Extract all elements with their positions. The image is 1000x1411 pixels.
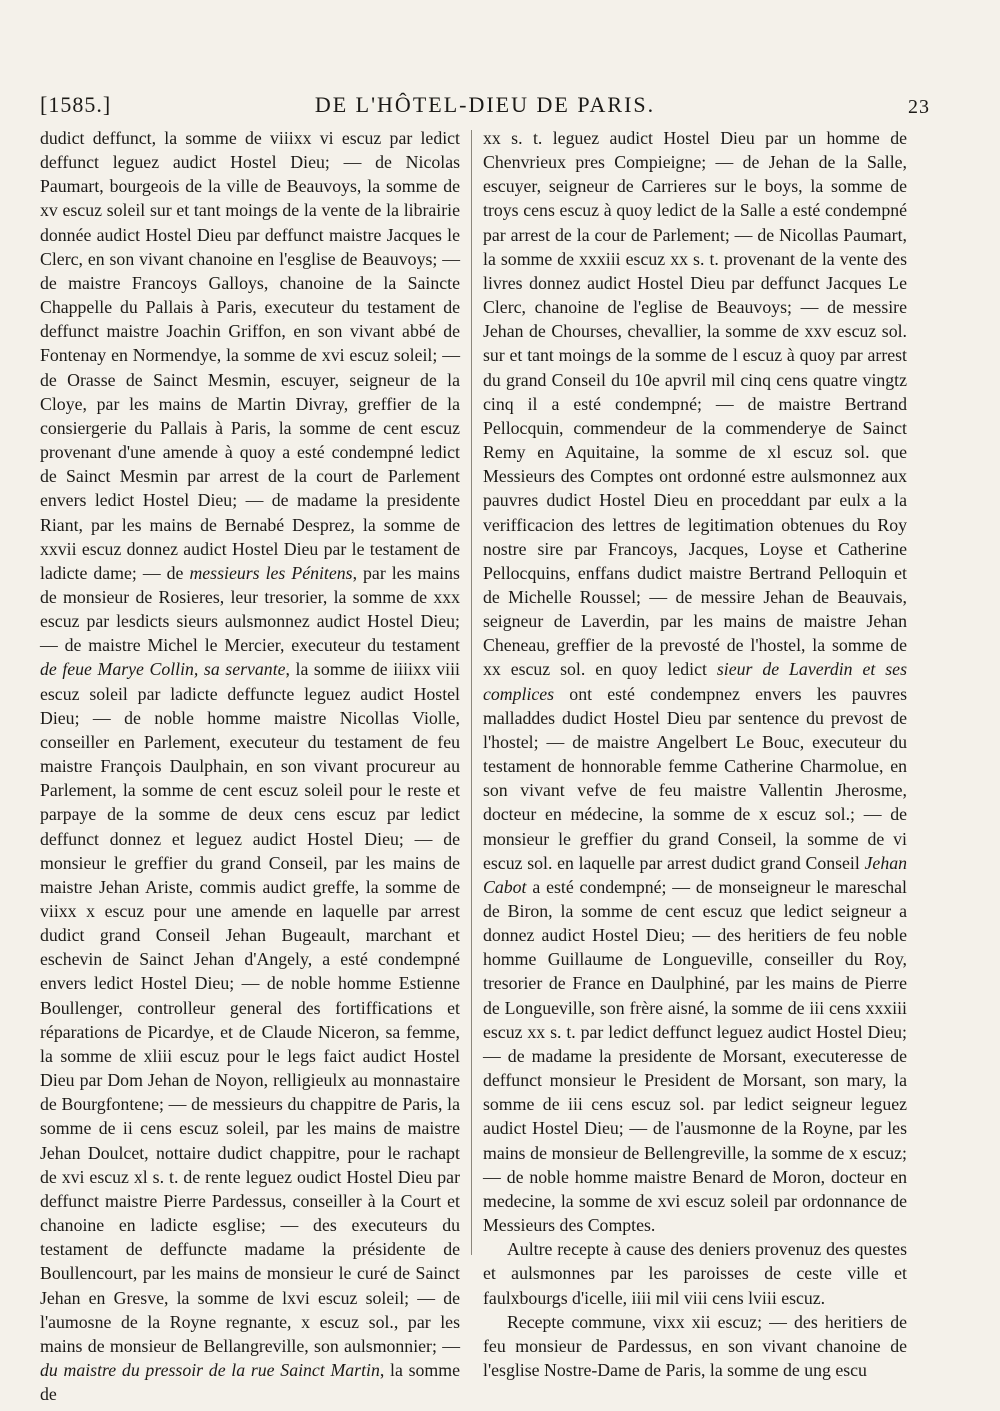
right-paragraph-2: Aultre recepte à cause des deniers provenuz des questes et aulsmonnes par les paroisses de ceste ville et faulxbourgs d'icelle, iiii mil viii cens lviii escuz. (483, 1239, 907, 1308)
italic-run: messieurs les Pénitens (189, 562, 353, 583)
left-column (40, 126, 460, 1406)
text-run: ont esté condempnez envers les pauvres malladdes dudict Hostel Dieu par sentence du prevost de l'hostel; — de maistre Angelbert Le Bouc, executeur du testament de honnorable femme Catherine Charmolue, en son vivant vefve de feu maistre Vallentin Jherosme, docteur en médecine, la somme de x escuz sol.; — de monsieur le greffier du grand Conseil, la somme de vi escuz sol. en laquelle par arrest dudict grand Conseil (483, 683, 907, 873)
column-divider (471, 130, 472, 1255)
italic-run: du maistre du pressoir de la rue Sainct Martin (40, 1359, 380, 1380)
running-header (40, 88, 930, 122)
right-paragraph (483, 126, 907, 1237)
text-run: , la somme de (40, 1359, 460, 1405)
text-run: , par les mains de monsieur de Rosieres, leur tresorier, la somme de xxx escuz par lesdicts sieurs aulsmonnez audict Hostel Dieu; — de maistre Michel le Mercier, executeur du testament (40, 562, 460, 656)
right-column (483, 126, 907, 1382)
year-marker: [1585.] (40, 92, 112, 117)
italic-run: Jehan Cabot (483, 852, 907, 897)
text-run: xx s. t. leguez audict Hostel Dieu par un homme de Chenvrieux pres Compieigne; — de Jehan de la Salle, escuyer, seigneur de Carrieres sur le boys, la somme de troys cens escuz à quoy ledict de la Salle a esté condempné par arrest de la cour de Parlement; — de Nicollas Paumart, la somme de xxxiii escuz xx s. t. provenant de la vente des livres donnez audict Hostel Dieu par deffunct Jacques Le Clerc, chanoine de l'eglise de Beauvoys; — de messire Jehan de Chourses, chevallier, la somme de xxv escuz sol. sur et tant moings de la somme de l escuz à quoy par arrest du grand Conseil du 10e apvril mil cinq cens quatre vingtz cinq il a esté condempné; — de maistre Bertrand Pellocquin, commendeur de la commenderye de Sainct Remy en Aquitaine, la somme de xl escuz sol. que Messieurs des Comptes ont ordonné estre aulsmonnez aux pauvres dudict Hostel Dieu en proceddant par eulx a la verifficacion des lettres de legitimation obtenues du Roy nostre sire par Francoys, Jacques, Loyse et Catherine Pellocquins, enffans dudict maistre Bertrand Pelloquin et de Michelle Roussel; — de messire Jehan de Beauvais, seigneur de Laverdin, par les mains de maistre Jehan Cheneau, greffier de la prevosté de l'hostel, la somme de xx escuz sol. en quoy ledict (483, 128, 907, 680)
text-run: dudict deffunct, la somme de viiixx vi escuz par ledict deffunct leguez audict Hostel Dieu; — de Nicolas Paumart, bourgeois de la ville de Beauvoys, la somme de xv escuz soleil sur et tant moings de la vente de la librairie donnée audict Hostel Dieu par deffunct maistre Jacques le Clerc, en son vivant chanoine en l'esglise de Beauvoys; — de maistre Francoys Galloys, chanoine de la Saincte Chappelle du Pallais à Paris, executeur du testament de deffunct maistre Joachin Griffon, en son vivant abbé de Fontenay en Normendye, la somme de xvi escuz soleil; — de Orasse de Sainct Mesmin, escuyer, seigneur de la Cloye, par les mains de Martin Divray, greffier de la consiergerie du Pallais à Paris, la somme de cent escuz provenant d'une amende à quoy a esté condempné ledict de Sainct Mesmin par arrest de la court de Parlement envers ledict Hostel Dieu; — de madame la presidente Riant, par les mains de Bernabé Desprez, la somme de xxvii escuz donnez audict Hostel Dieu par le testament de ladicte dame; — de (40, 128, 460, 583)
text-run: a esté condempné; — de monseigneur le mareschal de Biron, la somme de cent escuz que ledict seigneur a donnez audict Hostel Dieu; — des heritiers de feu noble homme Guillaume de Longueville, conseiller du Roy, tresorier de France en Daulphiné, par les mains de Pierre de Longueville, son frère aisné, la somme de iii cens xxxiii escuz xx s. t. par ledict deffunct leguez audict Hostel Dieu; — de madame la presidente de Morsant, executeresse de deffunct monsieur le President de Morsant, son mary, la somme de iii cens escuz sol. par ledict seigneur leguez audict Hostel Dieu; — de l'ausmonne de la Royne, par les mains de monsieur de Bellengreville, la somme de x escuz; — de noble homme maistre Benard de Moron, docteur en medecine, la somme de xvi escuz soleil par ordonnance de Messieurs des Comptes. (483, 876, 907, 1236)
italic-run: de feue Marye Collin, sa servante (40, 659, 286, 680)
running-title: DE L'HÔTEL-DIEU DE PARIS. (314, 92, 656, 117)
right-paragraph-3: Recepte commune, vixx xii escuz; — des heritiers de feu monsieur de Pardessus, en son vivant chanoine de l'esglise Nostre-Dame de Paris, la somme de ung escu (483, 1311, 907, 1380)
italic-run: sieur de Laverdin et ses complices (483, 659, 907, 704)
left-paragraph (40, 126, 460, 1406)
page-number: 23 (908, 96, 930, 118)
text-run: , la somme de iiiixx viii escuz soleil par ladicte deffuncte leguez audict Hostel Dieu; — de noble homme maistre Nicollas Violle, conseiller en Parlement, executeur du testament de feu maistre François Daulphain, en son vivant procureur au Parlement, la somme de cent escuz soleil pour le reste et parpaye de la somme de deux cens escuz par ledict deffunct donnez et leguez audict Hostel Dieu; — de monsieur le greffier du grand Conseil, par les mains de maistre Jehan Ariste, commis audict greffe, la somme de viixx x escuz pour une amende en laquelle par arrest dudict grand Conseil Jehan Bugeault, marchant et eschevin de Sainct Jehan d'Angely, a esté condempné envers ledict Hostel Dieu; — de noble homme Estienne Boullenger, controlleur general des fortiffications et réparations de Picardye, et de Claude Niceron, sa femme, la somme de xliii escuz pour le legs faict audict Hostel Dieu par Dom Jehan de Noyon, relligieulx au monnastaire de Bourgfontene; — de messieurs du chappitre de Paris, la somme de ii cens escuz soleil, par les mains de maistre Jehan Doulcet, nottaire dudict chappitre, pour le rachapt de xvi escuz xl s. t. de rente leguez oudict Hostel Dieu par deffunct maistre Pierre Pardessus, conseiller à la Court et chanoine en ladicte esglise; — des executeurs du testament de deffuncte madame la présidente de Boullencourt, par les mains de monsieur le curé de Sainct Jehan en Gresve, la somme de lxvi escuz soleil; — de l'aumosne de la Royne regnante, x escuz sol., par les mains de monsieur de Bellangreville, son aulsmonnier; — (40, 659, 460, 1356)
